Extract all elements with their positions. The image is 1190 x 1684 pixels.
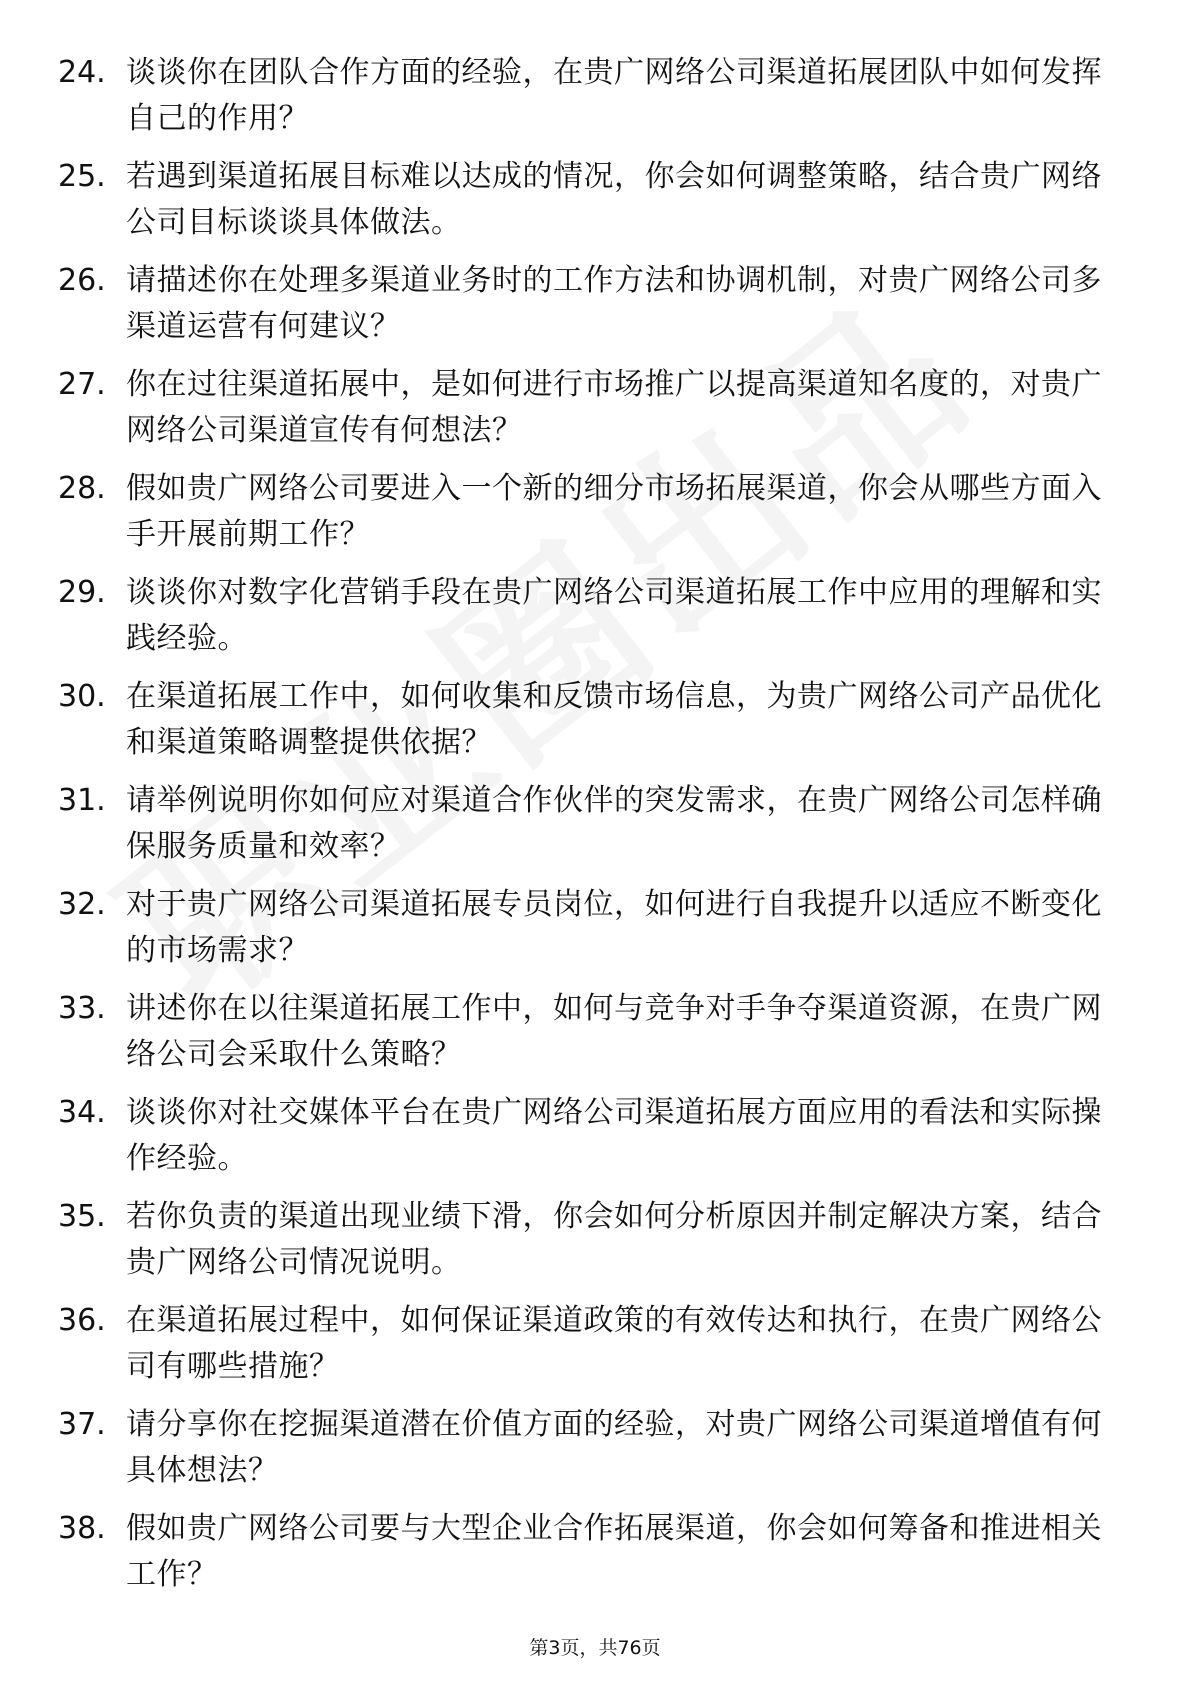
question-number: 30. bbox=[58, 679, 106, 714]
question-item bbox=[58, 986, 1118, 1090]
question-number: 32. bbox=[58, 887, 106, 922]
question-text: 在渠道拓展过程中，如何保证渠道政策的有效传达和执行，在贵广网络公司有哪些措施？ bbox=[126, 1303, 1102, 1384]
page-number-footer: 第3页，共76页 bbox=[529, 1637, 661, 1659]
question-item bbox=[58, 50, 1118, 154]
question-text: 请分享你在挖掘渠道潜在价值方面的经验，对贵广网络公司渠道增值有何具体想法？ bbox=[126, 1407, 1102, 1488]
question-text: 你在过往渠道拓展中，是如何进行市场推广以提高渠道知名度的，对贵广网络公司渠道宣传有何想法？ bbox=[126, 367, 1102, 448]
question-item bbox=[58, 778, 1118, 882]
question-text: 请举例说明你如何应对渠道合作伙伴的突发需求，在贵广网络公司怎样确保服务质量和效率？ bbox=[126, 783, 1102, 864]
question-item bbox=[58, 1090, 1118, 1194]
question-item bbox=[58, 466, 1118, 570]
question-text: 谈谈你对社交媒体平台在贵广网络公司渠道拓展方面应用的看法和实际操作经验。 bbox=[126, 1095, 1102, 1176]
question-item bbox=[58, 882, 1118, 986]
question-number: 34. bbox=[58, 1095, 106, 1130]
question-number: 37. bbox=[58, 1407, 106, 1442]
question-item bbox=[58, 1194, 1118, 1298]
question-text: 谈谈你在团队合作方面的经验，在贵广网络公司渠道拓展团队中如何发挥自己的作用？ bbox=[126, 55, 1102, 136]
question-number: 38. bbox=[58, 1511, 106, 1546]
question-list bbox=[58, 50, 1118, 1610]
question-number: 31. bbox=[58, 783, 106, 818]
question-text: 若遇到渠道拓展目标难以达成的情况，你会如何调整策略，结合贵广网络公司目标谈谈具体做法。 bbox=[126, 159, 1102, 240]
question-text: 讲述你在以往渠道拓展工作中，如何与竞争对手争夺渠道资源，在贵广网络公司会采取什么策略？ bbox=[126, 991, 1102, 1072]
question-number: 24. bbox=[58, 55, 106, 90]
question-item bbox=[58, 1506, 1118, 1610]
question-number: 26. bbox=[58, 263, 106, 298]
question-number: 35. bbox=[58, 1199, 106, 1234]
question-text: 在渠道拓展工作中，如何收集和反馈市场信息，为贵广网络公司产品优化和渠道策略调整提供依据？ bbox=[126, 679, 1102, 760]
question-text: 假如贵广网络公司要进入一个新的细分市场拓展渠道，你会从哪些方面入手开展前期工作？ bbox=[126, 471, 1102, 552]
question-item bbox=[58, 362, 1118, 466]
question-item bbox=[58, 258, 1118, 362]
question-number: 27. bbox=[58, 367, 106, 402]
question-text: 请描述你在处理多渠道业务时的工作方法和协调机制，对贵广网络公司多渠道运营有何建议？ bbox=[126, 263, 1102, 344]
question-number: 36. bbox=[58, 1303, 106, 1338]
question-text: 对于贵广网络公司渠道拓展专员岗位，如何进行自我提升以适应不断变化的市场需求？ bbox=[126, 887, 1102, 968]
question-item bbox=[58, 674, 1118, 778]
question-number: 25. bbox=[58, 159, 106, 194]
question-item bbox=[58, 570, 1118, 674]
question-text: 若你负责的渠道出现业绩下滑，你会如何分析原因并制定解决方案，结合贵广网络公司情况说明。 bbox=[126, 1199, 1102, 1280]
question-number: 29. bbox=[58, 575, 106, 610]
question-item bbox=[58, 1402, 1118, 1506]
question-item bbox=[58, 1298, 1118, 1402]
question-number: 28. bbox=[58, 471, 106, 506]
question-text: 谈谈你对数字化营销手段在贵广网络公司渠道拓展工作中应用的理解和实践经验。 bbox=[126, 575, 1102, 656]
question-text: 假如贵广网络公司要与大型企业合作拓展渠道，你会如何筹备和推进相关工作？ bbox=[126, 1511, 1102, 1592]
question-item bbox=[58, 154, 1118, 258]
question-number: 33. bbox=[58, 991, 106, 1026]
